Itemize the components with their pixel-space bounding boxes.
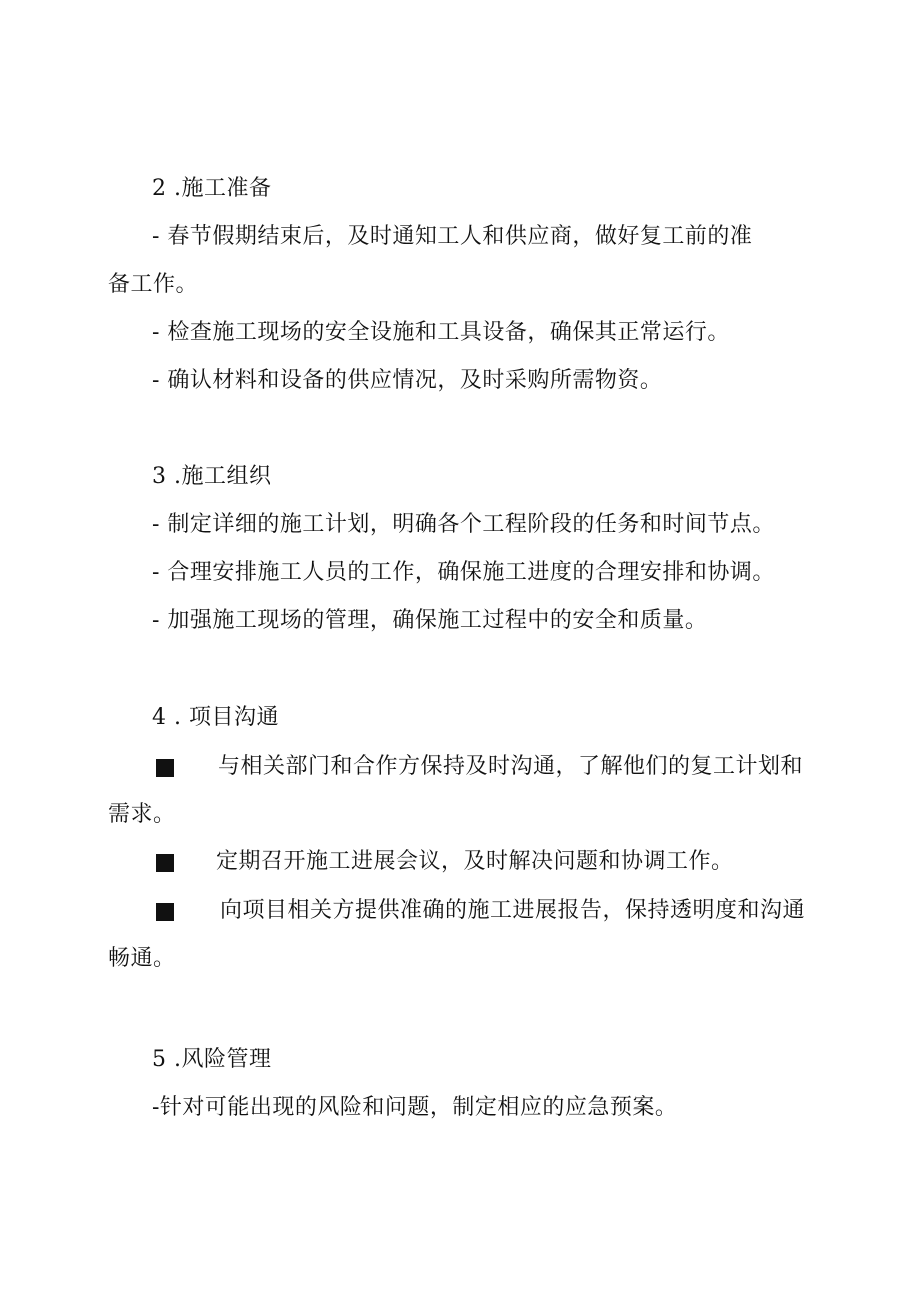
section-2-item-1-continued: 备工作。 [108, 272, 199, 297]
section-2-item-3: - 确认材料和设备的供应情况，及时采购所需物资。 [152, 368, 663, 393]
section-4-item-3: 向项目相关方提供准确的施工进展报告，保持透明度和沟通 [220, 898, 806, 923]
bullet-square-icon [156, 903, 174, 921]
section-4-item-3-continued: 畅通。 [108, 946, 176, 971]
section-4-item-1-continued: 需求。 [108, 802, 176, 827]
bullet-square-icon [156, 854, 174, 872]
section-4-heading: 4 . 项目沟通 [152, 705, 279, 730]
section-4-item-2: 定期召开施工进展会议，及时解决问题和协调工作。 [216, 849, 734, 874]
section-3-item-1: - 制定详细的施工计划，明确各个工程阶段的任务和时间节点。 [152, 512, 775, 537]
section-3-item-2: - 合理安排施工人员的工作，确保施工进度的合理安排和协调。 [152, 560, 775, 585]
section-2-heading: 2 .施工准备 [152, 176, 272, 201]
section-4-item-1: 与相关部门和合作方保持及时沟通，了解他们的复工计划和 [218, 754, 804, 779]
bullet-square-icon [156, 759, 174, 777]
section-2-item-2: - 检查施工现场的安全设施和工具设备，确保其正常运行。 [152, 320, 730, 345]
section-5-heading: 5 .风险管理 [152, 1047, 272, 1072]
section-3-heading: 3 .施工组织 [152, 464, 272, 489]
section-3-item-3: - 加强施工现场的管理，确保施工过程中的安全和质量。 [152, 608, 708, 633]
section-2-item-1: - 春节假期结束后，及时通知工人和供应商，做好复工前的准 [152, 224, 753, 249]
section-5-item-1: -针对可能出现的风险和问题，制定相应的应急预案。 [152, 1095, 678, 1120]
